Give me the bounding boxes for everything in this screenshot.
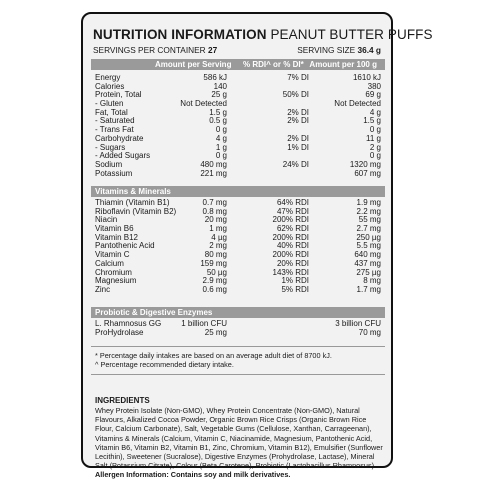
amount-per-100g: 69 g [365,90,381,100]
nutrient-name: Niacin [95,215,118,225]
nutrient-name: - Added Sugars [95,151,151,161]
nutrient-name: - Trans Fat [95,125,134,135]
nutrient-name: Calcium [95,258,124,268]
amount-per-serving: Not Detected [180,99,227,109]
footnotes [95,351,332,369]
footnote-di: * Percentage daily intakes are based on an average adult diet of 8700 kJ. [95,351,332,360]
amount-per-serving: 0.6 mg [202,284,227,294]
amount-per-100g: 1.9 mg [356,198,381,207]
nutrient-name: Carbohydrate [95,133,144,143]
nutrient-name: Riboflavin (Vitamin B2) [95,206,177,216]
header-rdi: % RDI^ or % DI* [243,60,304,69]
amount-per-100g: 1.7 mg [356,284,381,294]
nutrient-name: Potassium [95,168,133,178]
footnote-rdi: ^ Percentage recommended dietary intake. [95,360,234,369]
nutrient-name: Magnesium [95,276,137,286]
amount-per-serving: 4 µg [211,232,227,242]
rdi-percent: 1% RDI [281,276,309,286]
rdi-percent: 62% RDI [276,224,309,234]
nutrient-name: Vitamin B6 [95,224,134,234]
table-row [91,161,385,170]
nutrient-name: Fat, Total [95,107,128,117]
nutrient-rows [91,74,385,178]
rdi-percent: 2% DI [287,107,309,117]
table-row [91,170,385,179]
rdi-percent: 64% RDI [276,198,309,207]
rdi-percent: 143% RDI [272,267,309,277]
table-row [91,152,385,161]
amount-per-serving: 4 g [215,133,227,143]
amount-per-100g: 5.5 mg [356,241,381,251]
amount-per-100g: 250 µg [356,232,381,242]
table-row [91,135,385,144]
amount-per-serving: 140 [213,81,227,91]
nutrient-name: Sodium [95,159,123,169]
amount-per-100g: 275 µg [356,267,381,277]
product-name: PEANUT BUTTER PUFFS [270,27,433,42]
amount-per-serving: 1 mg [209,224,227,234]
rdi-percent: 20% RDI [276,258,309,268]
amount-per-100g: Not Detected [334,99,381,109]
amount-per-serving: 80 mg [204,250,227,260]
table-row [91,329,385,338]
rdi-percent: 1% DI [287,142,309,152]
nutrient-name: L. Rhamnosus GG [95,319,162,328]
amount-per-100g: 11 g [366,133,381,143]
rdi-percent: 40% RDI [276,241,309,251]
rdi-percent: 47% RDI [276,206,309,216]
nutrient-name: Energy [95,73,121,82]
nutrient-name: Chromium [95,267,132,277]
amount-per-100g: 8 mg [363,276,381,286]
ingredients-text [95,406,383,480]
table-row [91,117,385,126]
nutrient-name: - Saturated [95,116,135,126]
amount-per-100g: 437 mg [354,258,381,268]
amount-per-serving: 0 g [215,125,227,135]
enzyme-rows [91,320,385,337]
nutrient-name: Zinc [95,284,111,294]
nutrition-panel [81,12,433,480]
enzymes-header: Probiotic & Digestive Enzymes [91,307,385,318]
nutrient-name: - Sugars [95,142,126,152]
amount-per-serving: 50 µg [206,267,227,277]
amount-per-100g: 607 mg [354,168,381,178]
nutrient-name: Protein, Total [95,90,142,100]
amount-per-100g: 0 g [369,151,381,161]
table-row [91,277,385,286]
nutrient-name: Pantothenic Acid [95,241,155,251]
amount-per-serving: 1 g [215,142,227,152]
rdi-percent: 200% RDI [272,215,309,225]
rdi-percent: 2% DI [287,116,309,126]
table-row [91,100,385,109]
amount-per-100g: 1610 kJ [352,73,381,82]
panel-title [93,27,433,42]
amount-per-100g: 2.2 mg [356,206,381,216]
amount-per-serving: 1.5 g [209,107,227,117]
nutrient-name: Vitamin C [95,250,130,260]
table-row [91,251,385,260]
table-row [91,109,385,118]
vitamins-header: Vitamins & Minerals [91,186,385,197]
rdi-percent: 200% RDI [272,250,309,260]
amount-per-serving: 0.7 mg [202,198,227,207]
amount-per-100g: 380 [367,81,381,91]
nutrient-name: ProHydrolase [95,327,144,337]
amount-per-serving: 480 mg [200,159,227,169]
table-row [91,74,385,83]
amount-per-serving: 221 mg [200,168,227,178]
amount-per-serving: 0.8 mg [202,206,227,216]
amount-per-100g: 3 billion CFU [335,319,381,328]
amount-per-serving: 2.9 mg [202,276,227,286]
nutrient-name: - Gluten [95,99,124,109]
amount-per-100g: 1320 mg [349,159,381,169]
rdi-percent: 24% DI [282,159,309,169]
amount-per-serving: 586 kJ [203,73,227,82]
ingredients-title: INGREDIENTS [95,396,150,405]
amount-per-100g: 55 mg [358,215,381,225]
table-row [91,208,385,217]
rdi-percent: 7% DI [287,73,309,82]
table-row [91,216,385,225]
serving-size: SERVING SIZE 36.4 g [297,45,381,55]
nutrient-name: Thiamin (Vitamin B1) [95,198,170,207]
nutrient-name: Calories [95,81,125,91]
ingredients-list: Whey Protein Isolate (Non-GMO), Whey Protein Concentrate (Non-GMO), Natural Flavours, Alkalized Cocoa Powder, Organic Brown Rice Crisps (Organic Brown Rice Flour, Calcium Carbonate), Salt, Vegetable Gums (Cellulose, Xanthan, Carrageenan), Vitamins & Minerals (Calcium, Vitamin C, Niacinamide, Magnesium, Pantothenic Acid, Vitamin B6, Vitamin B2, Vitamin B1, Zinc, Chromium, Vitamin B12), Emulsifier (Sunflower Lecithin), Sweetener (Sucralose), Digestive Enzymes (Prohydrolase, Lactase), Mineral Salt (Potassium Citrate), Colour (Beta Carotene), Probiotic (Lactobacillus Rhamnosus). [95,406,383,471]
amount-per-serving: 0 g [215,151,227,161]
amount-per-serving: 159 mg [200,258,227,268]
rdi-percent: 5% RDI [281,284,309,294]
amount-per-100g: 70 mg [358,327,381,337]
header-per-100g: Amount per 100 g [309,60,377,69]
amount-per-100g: 4 g [369,107,381,117]
amount-per-serving: 0.5 g [209,116,227,126]
table-row [91,260,385,269]
title-main: NUTRITION INFORMATION [93,27,267,42]
nutrient-name: Vitamin B12 [95,232,138,242]
amount-per-100g: 2.7 mg [356,224,381,234]
rdi-percent: 2% DI [287,133,309,143]
header-per-serving: Amount per Serving [155,60,232,69]
amount-per-serving: 25 g [211,90,227,100]
rdi-percent: 50% DI [282,90,309,100]
table-row [91,286,385,295]
servings-per-container: SERVINGS PER CONTAINER 27 [93,45,218,55]
amount-per-serving: 2 mg [209,241,227,251]
amount-per-serving: 1 billion CFU [181,319,227,328]
amount-per-100g: 0 g [369,125,381,135]
rdi-percent: 200% RDI [272,232,309,242]
amount-per-serving: 25 mg [204,327,227,337]
amount-per-100g: 1.5 g [363,116,381,126]
amount-per-100g: 2 g [369,142,381,152]
amount-per-serving: 20 mg [204,215,227,225]
allergen-info: Allergen Information: Contains soy and milk derivatives. [95,470,291,480]
table-row [91,242,385,251]
vitamin-rows [91,199,385,295]
table-header [91,59,385,70]
amount-per-100g: 640 mg [354,250,381,260]
